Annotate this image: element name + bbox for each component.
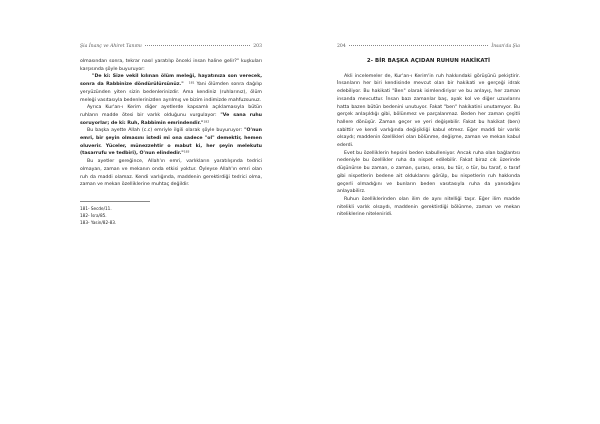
quran-quote: "De ki: Size vekil kılınan ölüm meleği, hayatınıza son verecek, sonra da Rabbinize döndürülürsünüz." xyxy=(80,74,262,88)
footnote-ref: 182 xyxy=(203,119,210,124)
paragraph-text: Yani ölümden sonra dağılıp yeryüzünden yiten sizin bedenlerinizdir. Ama kendiniz (ruhlarınız), ölüm meleği vasıtasıyla bedenlerinizden ayrılmış ve bizim indimizde mahfuzsunuz. xyxy=(80,82,262,103)
footnote-divider xyxy=(80,201,150,202)
footnote: 182- İsra/85. xyxy=(80,212,107,218)
paragraph: Akli incelemeler de, Kur'an-ı Kerim'in ruh hakkındaki görüşünü pekiştirir. İnsanların her biri kendisinde mevcut olan bir hakikati ve gerçeği idrak edebiliyor. Bu hakikati "Ben" olarak isimlendiriyor ve bu anlayış, her zaman insanda mevcuttur. İnsan bazı zamanlar baş, ayak kol ve diğer uzuvlarını hatta bazen bütün bedenini unutuyor. Fakat "ben" hakikatini unutamıyor. Bu gerçek anlaşıldığı gibi, bölünmez ve parçalanmaz. Beden her zaman çeşitli hallere dönüşür. Zaman geçer ve yeri değişebilir. Fakat bu hakikat (ben) sabittir ve kendi varlığında değişikliği kabul etmez. Eğer maddi bir varlık olsaydı; maddenin özellikleri olan bölünme, değişme, zaman ve mekan kabul ederdi. xyxy=(337,73,520,149)
paragraph: Ruhun özelliklerinden olan ilim de aynı nitelliği taşır. Eğer ilim madde nitelikli varlık olsaydı, maddenin gerektirdiği bölünme, zaman ve mekan niteliklerine niteleniridi. xyxy=(337,196,520,218)
section-title: 2- BİR BAŞKA AÇIDAN RUHUN HAKİKATİ xyxy=(366,58,491,64)
left-page-number: 203 xyxy=(253,44,262,49)
quote-paragraph xyxy=(80,73,262,104)
footnote: 183- Yasin/82-83. xyxy=(80,219,117,225)
footnote: 181- Secde/11. xyxy=(80,205,112,211)
right-running-title: İnsan'da Şia xyxy=(491,44,520,49)
right-page-body xyxy=(337,58,520,219)
paragraph xyxy=(80,127,262,158)
left-page-body xyxy=(80,58,262,226)
footnote-ref: 183 xyxy=(183,149,190,154)
paragraph-text: Ayrıca Kur'an-ı Kerim diğer ayetlerde kapsamlı açıklamasıyla bütün ruhların madde ötesi bir varlık olduğunu vurgulayor: xyxy=(80,105,262,118)
paragraph-text: Bu başka ayette Allah (c.c) emriyle ilgili olarak şöyle buyuruyor: xyxy=(87,128,243,134)
paragraph: Bu ayetler gereğince, Allah'ın emri, varlıkların yaratılışında tedrici olmayan, zaman ve mekanın onda etkisi yoktur. Öyleyse Allah'ın emri olan ruh da maddi olamaz. Kendi varlığında, maddenin gerektirdiği tedrici olma, zaman ve mekan özelliklerine muhtaç değildir. xyxy=(80,159,262,188)
header-dot-leader xyxy=(145,45,250,46)
left-page-header xyxy=(80,44,262,52)
quran-quote: "Ve sana ruhu soruyorlar; de ki: Ruh, Rabbimin emrindendir." xyxy=(80,112,262,126)
paragraph xyxy=(80,104,262,127)
footnote-ref: 181 xyxy=(188,80,195,85)
left-running-title: Şia İnanç ve Ahiret Tanımı xyxy=(80,44,142,49)
right-page-number: 204 xyxy=(337,44,346,49)
paragraph: Evet bu özelliklerin hepsini beden kabulleniyor. Ancak ruha olan bağlantısı nedeniyle bu özellikler ruha da nispet edilebilir. Fakat biraz cık üzerinde düşünürse bu zaman, o zaman, şurası, orası, bu tür, o tür, bu taraf, o taraf gibi nispetlerin bedene ait olduklarını görülp, bu nispetlerin ruh hakkında geçerli olmadığını ve bunların beden vasıtasıyla ruha da yansıdığını anlayabilirz. xyxy=(337,150,520,195)
paragraph: olmasından sonra, tekrar nasıl yaratılıp önceki insan haline gelir?" kuşkuları karşısında şöyle buyuruyor: xyxy=(80,59,262,72)
right-page xyxy=(300,0,600,424)
right-page-header xyxy=(337,44,520,52)
quran-quote: "O'nun emri, bir şeyin olmasını istedi mi ona sadece "ol" demektir, hemen oluverir. Yüceler, münezzehtir o mabut ki, her şeyin melekutu (tasarrufu ve tedbiri), O'nun elindedir." xyxy=(80,128,262,157)
header-dot-leader xyxy=(349,45,489,46)
